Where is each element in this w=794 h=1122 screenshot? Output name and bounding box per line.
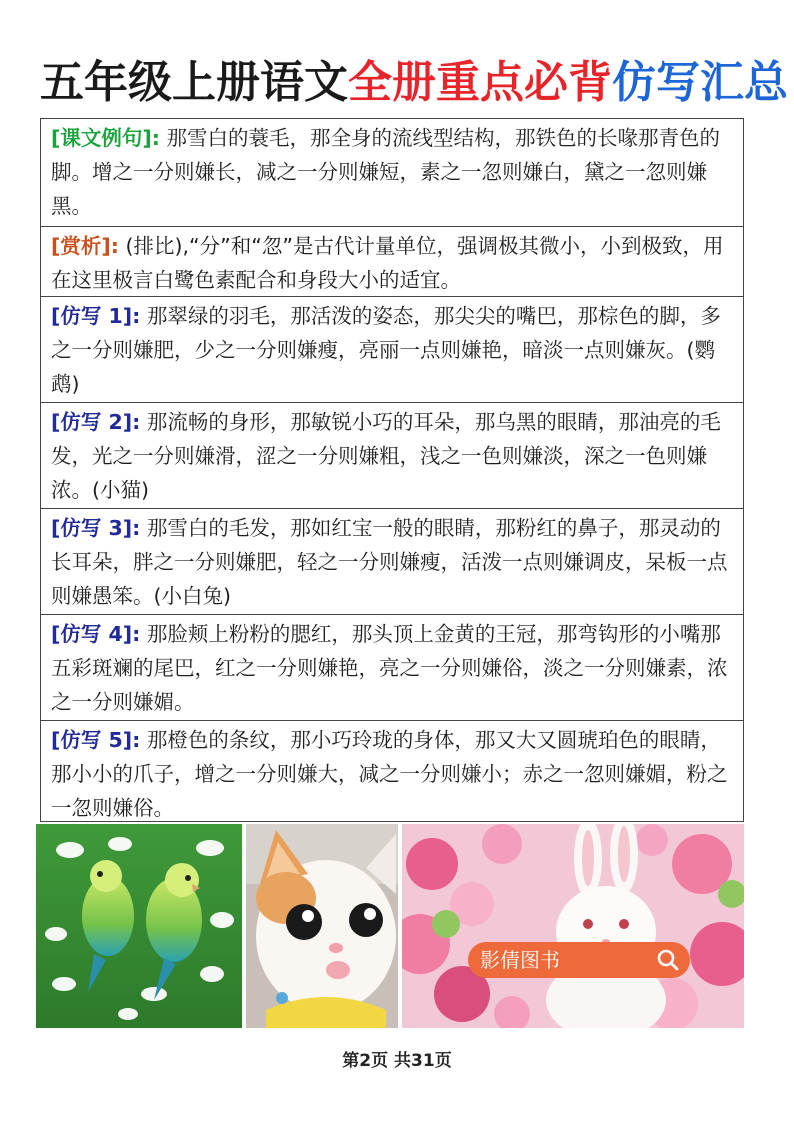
- section-analysis: [41, 227, 743, 297]
- section-text: 那橙色的条纹，那小巧玲珑的身体，那又大又圆琥珀色的眼睛，那小小的爪子，增之一分则嫌大，减之一分则嫌小；赤之一忽则嫌媚，粉之一忽则嫌俗。: [51, 728, 728, 820]
- title-part-red: 全册重点必背: [348, 57, 612, 108]
- parrots-photo: [36, 824, 242, 1028]
- content-table: [40, 118, 744, 822]
- section-tag: [课文例句]:: [51, 126, 160, 150]
- title-part-blue: 仿写汇总: [612, 57, 788, 108]
- rabbit-illustration: [402, 824, 744, 1028]
- cat-photo: [246, 824, 398, 1028]
- section-imitation-3: [41, 509, 743, 615]
- search-icon: [656, 948, 680, 972]
- illustration-strip: [36, 824, 744, 1028]
- page-title: [40, 48, 788, 118]
- section-tag: [仿写 3]:: [51, 516, 141, 540]
- section-imitation-5: [41, 721, 743, 821]
- section-imitation-4: [41, 615, 743, 721]
- title-part-black: 五年级上册语文: [40, 57, 348, 108]
- cat-illustration: [246, 824, 398, 1028]
- watermark-search-bar: [468, 942, 690, 978]
- section-text: 那雪白的毛发，那如红宝一般的眼睛，那粉红的鼻子，那灵动的长耳朵，胖之一分则嫌肥，轻之一分则嫌瘦，活泼一点则嫌调皮，呆板一点则嫌愚笨。(小白兔): [51, 516, 728, 608]
- section-tag: [仿写 5]:: [51, 728, 141, 752]
- section-imitation-1: [41, 297, 743, 403]
- watermark-text: 影倩图书: [480, 948, 560, 972]
- section-example: [41, 119, 743, 227]
- section-text: 那翠绿的羽毛，那活泼的姿态，那尖尖的嘴巴，那棕色的脚，多之一分则嫌肥，少之一分则嫌瘦，亮丽一点则嫌艳，暗淡一点则嫌灰。(鹦鹉): [51, 304, 721, 396]
- section-text: (排比),“分”和“忽”是古代计量单位，强调极其微小，小到极致，用在这里极言白鹭色素配合和身段大小的适宜。: [51, 234, 724, 292]
- section-text: 那脸颊上粉粉的腮红，那头顶上金黄的王冠，那弯钩形的小嘴那五彩斑斓的尾巴，红之一分则嫌艳，亮之一分则嫌俗，淡之一分则嫌素，浓之一分则嫌媚。: [51, 622, 728, 714]
- rabbit-photo: [402, 824, 744, 1028]
- section-tag: [赏析]:: [51, 234, 119, 258]
- section-tag: [仿写 2]:: [51, 410, 141, 434]
- section-imitation-2: [41, 403, 743, 509]
- page-number: 第2页 共31页: [342, 1051, 452, 1071]
- parrots-illustration: [36, 824, 242, 1028]
- section-tag: [仿写 1]:: [51, 304, 141, 328]
- section-tag: [仿写 4]:: [51, 622, 141, 646]
- section-text: 那雪白的蓑毛，那全身的流线型结构，那铁色的长喙那青色的脚。增之一分则嫌长，减之一分则嫌短，素之一忽则嫌白，黛之一忽则嫌黑。: [51, 126, 720, 218]
- section-text: 那流畅的身形，那敏锐小巧的耳朵，那乌黑的眼睛，那油亮的毛发，光之一分则嫌滑，涩之一分则嫌粗，浅之一色则嫌淡，深之一色则嫌浓。(小猫): [51, 410, 721, 502]
